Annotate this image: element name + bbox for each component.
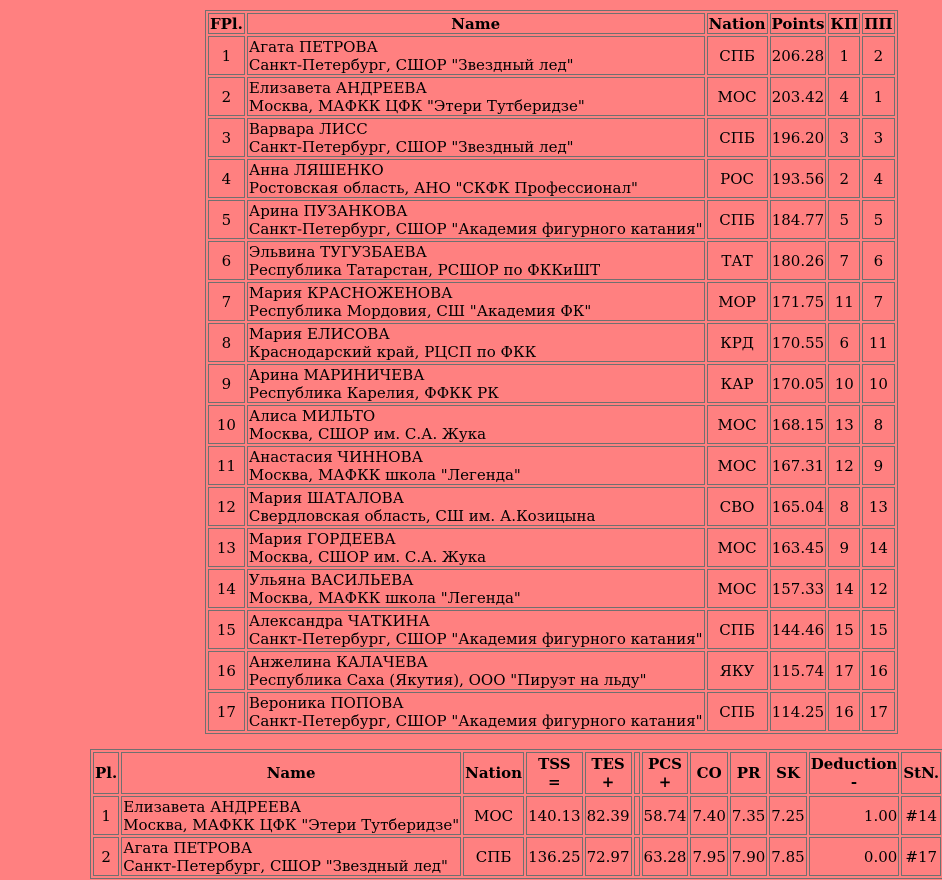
nation-cell: СПБ	[707, 610, 768, 649]
sp-place-cell: 1	[828, 36, 860, 75]
table-row	[208, 569, 895, 608]
nation-cell: МОС	[707, 405, 768, 444]
athlete-cell	[247, 569, 705, 608]
seg-header-deduction-label: Deduction	[810, 755, 898, 773]
athlete-cell	[247, 692, 705, 731]
athlete-cell	[247, 323, 705, 362]
segment-header-row	[93, 752, 941, 794]
points-cell: 196.20	[770, 118, 827, 157]
athlete-name: Мария ЕЛИСОВА	[248, 324, 390, 343]
place-cell: 2	[208, 77, 245, 116]
sp-place-cell: 3	[828, 118, 860, 157]
points-cell: 170.55	[770, 323, 827, 362]
table-row	[208, 282, 895, 321]
points-cell: 144.46	[770, 610, 827, 649]
pcs-cell: 58.74	[642, 796, 689, 835]
points-cell: 168.15	[770, 405, 827, 444]
seg-header-tes	[585, 752, 632, 794]
place-cell: 4	[208, 159, 245, 198]
athlete-cell	[247, 282, 705, 321]
gap-cell	[634, 837, 640, 876]
athlete-name: Анастасия ЧИННОВА	[248, 447, 423, 466]
co-cell: 7.95	[690, 837, 727, 876]
sp-place-cell: 5	[828, 200, 860, 239]
deduction-cell: 0.00	[809, 837, 900, 876]
tes-cell: 72.97	[585, 837, 632, 876]
nation-cell: СПБ	[463, 837, 524, 876]
table-row	[208, 528, 895, 567]
athlete-club: Свердловская область, СШ им. А.Козицына	[248, 506, 596, 525]
athlete-name: Ульяна ВАСИЛЬЕВА	[248, 570, 414, 589]
fs-place-cell: 1	[862, 77, 894, 116]
seg-header-name: Name	[121, 752, 461, 794]
athlete-club: Санкт-Петербург, СШОР "Академия фигурного катания"	[248, 219, 703, 238]
pr-cell: 7.90	[730, 837, 767, 876]
table-row	[208, 487, 895, 526]
gap-cell	[634, 796, 640, 835]
nation-cell: СВО	[707, 487, 768, 526]
segment-results-body	[93, 796, 941, 876]
place-cell: 10	[208, 405, 245, 444]
points-cell: 167.31	[770, 446, 827, 485]
sp-place-cell: 17	[828, 651, 860, 690]
athlete-cell	[247, 487, 705, 526]
athlete-name: Варвара ЛИСС	[248, 119, 368, 138]
athlete-club: Москва, МАФКК ЦФК "Этери Тутберидзе"	[123, 815, 460, 834]
fs-place-cell: 2	[862, 36, 894, 75]
place-cell: 16	[208, 651, 245, 690]
nation-cell: СПБ	[707, 36, 768, 75]
table-row	[208, 36, 895, 75]
fs-place-cell: 13	[862, 487, 894, 526]
deduction-cell: 1.00	[809, 796, 900, 835]
points-cell: 184.77	[770, 200, 827, 239]
table-row	[208, 651, 895, 690]
athlete-name: Мария ГОРДЕЕВА	[248, 529, 396, 548]
table-row	[208, 405, 895, 444]
athlete-cell	[247, 77, 705, 116]
athlete-club: Санкт-Петербург, СШОР "Звездный лед"	[248, 137, 574, 156]
place-cell: 1	[208, 36, 245, 75]
seg-header-pcs-label: PCS	[647, 755, 683, 773]
athlete-name: Александра ЧАТКИНА	[248, 611, 430, 630]
fs-place-cell: 17	[862, 692, 894, 731]
athlete-cell	[247, 159, 705, 198]
points-cell: 193.56	[770, 159, 827, 198]
sp-place-cell: 6	[828, 323, 860, 362]
table-row	[208, 446, 895, 485]
place-cell: 8	[208, 323, 245, 362]
sp-place-cell: 12	[828, 446, 860, 485]
place-cell: 9	[208, 364, 245, 403]
points-cell: 203.42	[770, 77, 827, 116]
points-cell: 165.04	[770, 487, 827, 526]
sp-place-cell: 15	[828, 610, 860, 649]
tes-cell: 82.39	[585, 796, 632, 835]
fs-place-cell: 8	[862, 405, 894, 444]
sp-place-cell: 2	[828, 159, 860, 198]
points-cell: 114.25	[770, 692, 827, 731]
header-nation: Nation	[708, 14, 766, 33]
sp-place-cell: 10	[828, 364, 860, 403]
final-results-table	[205, 10, 898, 734]
athlete-cell	[247, 446, 705, 485]
athlete-cell	[247, 364, 705, 403]
table-row	[93, 796, 941, 835]
table-row	[208, 323, 895, 362]
sp-place-cell: 16	[828, 692, 860, 731]
athlete-cell	[247, 651, 705, 690]
athlete-club: Москва, МАФКК школа "Легенда"	[248, 465, 521, 484]
nation-cell: МОС	[707, 446, 768, 485]
seg-header-deduction-sign: -	[850, 773, 858, 791]
athlete-club: Республика Мордовия, СШ "Академия ФК"	[248, 301, 592, 320]
athlete-name: Агата ПЕТРОВА	[123, 838, 253, 857]
start-no-cell: #14	[901, 796, 941, 835]
points-cell: 206.28	[770, 36, 827, 75]
points-cell: 115.74	[770, 651, 827, 690]
athlete-name: Арина МАРИНИЧЕВА	[248, 365, 425, 384]
fs-place-cell: 3	[862, 118, 894, 157]
place-cell: 1	[93, 796, 119, 835]
nation-cell: МОС	[707, 77, 768, 116]
athlete-cell	[121, 837, 461, 876]
seg-header-tss-sign: =	[548, 773, 561, 791]
pr-cell: 7.35	[730, 796, 767, 835]
athlete-name: Елизавета АНДРЕЕВА	[248, 78, 427, 97]
nation-cell: ЯКУ	[707, 651, 768, 690]
seg-header-start-no: StN.	[901, 752, 941, 794]
place-cell: 6	[208, 241, 245, 280]
athlete-club: Республика Татарстан, РСШОР по ФККиШТ	[248, 260, 601, 279]
segment-results-table	[90, 749, 942, 879]
tss-cell: 136.25	[526, 837, 583, 876]
athlete-cell	[247, 528, 705, 567]
fs-place-cell: 12	[862, 569, 894, 608]
points-cell: 171.75	[770, 282, 827, 321]
seg-header-tes-label: TES	[591, 755, 625, 773]
place-cell: 17	[208, 692, 245, 731]
athlete-name: Арина ПУЗАНКОВА	[248, 201, 408, 220]
place-cell: 11	[208, 446, 245, 485]
athlete-club: Москва, МАФКК школа "Легенда"	[248, 588, 521, 607]
athlete-name: Мария КРАСНОЖЕНОВА	[248, 283, 453, 302]
sp-place-cell: 14	[828, 569, 860, 608]
athlete-cell	[247, 118, 705, 157]
athlete-club: Ростовская область, АНО "СКФК Профессионал"	[248, 178, 638, 197]
place-cell: 13	[208, 528, 245, 567]
athlete-club: Москва, МАФКК ЦФК "Этери Тутберидзе"	[248, 96, 585, 115]
athlete-name: Анна ЛЯШЕНКО	[248, 160, 384, 179]
table-row	[208, 610, 895, 649]
final-header-row	[208, 13, 895, 34]
place-cell: 12	[208, 487, 245, 526]
nation-cell: СПБ	[707, 118, 768, 157]
athlete-club: Санкт-Петербург, СШОР "Академия фигурного катания"	[248, 629, 703, 648]
fs-place-cell: 14	[862, 528, 894, 567]
header-fs: ПП	[864, 14, 893, 33]
fs-place-cell: 10	[862, 364, 894, 403]
points-cell: 170.05	[770, 364, 827, 403]
points-cell: 163.45	[770, 528, 827, 567]
fs-place-cell: 16	[862, 651, 894, 690]
table-row	[208, 241, 895, 280]
seg-header-sk: SK	[769, 752, 806, 794]
sp-place-cell: 4	[828, 77, 860, 116]
athlete-cell	[247, 200, 705, 239]
nation-cell: СПБ	[707, 692, 768, 731]
place-cell: 15	[208, 610, 245, 649]
co-cell: 7.40	[690, 796, 727, 835]
seg-header-tss	[526, 752, 583, 794]
athlete-name: Елизавета АНДРЕЕВА	[123, 797, 302, 816]
nation-cell: КАР	[707, 364, 768, 403]
athlete-club: Санкт-Петербург, СШОР "Звездный лед"	[123, 856, 448, 875]
place-cell: 3	[208, 118, 245, 157]
athlete-name: Анжелина КАЛАЧЕВА	[248, 652, 428, 671]
seg-header-tss-label: TSS	[538, 755, 571, 773]
athlete-club: Санкт-Петербург, СШОР "Звездный лед"	[248, 55, 574, 74]
fs-place-cell: 9	[862, 446, 894, 485]
seg-header-pcs-sign: +	[658, 773, 672, 791]
fs-place-cell: 5	[862, 200, 894, 239]
pcs-cell: 63.28	[642, 837, 689, 876]
athlete-name: Вероника ПОПОВА	[248, 693, 404, 712]
start-no-cell: #17	[901, 837, 941, 876]
points-cell: 157.33	[770, 569, 827, 608]
table-row	[208, 364, 895, 403]
athlete-club: Краснодарский край, РЦСП по ФКК	[248, 342, 537, 361]
athlete-club: Республика Саха (Якутия), ООО "Пируэт на льду"	[248, 670, 647, 689]
nation-cell: ТАТ	[707, 241, 768, 280]
athlete-name: Агата ПЕТРОВА	[248, 37, 378, 56]
header-points: Points	[771, 14, 825, 33]
sk-cell: 7.85	[769, 837, 806, 876]
table-row	[208, 77, 895, 116]
nation-cell: МОР	[707, 282, 768, 321]
athlete-cell	[247, 36, 705, 75]
table-row	[93, 837, 941, 876]
points-cell: 180.26	[770, 241, 827, 280]
fs-place-cell: 15	[862, 610, 894, 649]
seg-header-pcs	[642, 752, 689, 794]
place-cell: 5	[208, 200, 245, 239]
athlete-name: Эльвина ТУГУЗБАЕВА	[248, 242, 427, 261]
fs-place-cell: 6	[862, 241, 894, 280]
nation-cell: КРД	[707, 323, 768, 362]
table-row	[208, 118, 895, 157]
nation-cell: МОС	[707, 528, 768, 567]
nation-cell: МОС	[707, 569, 768, 608]
athlete-name: Алиса МИЛЬТО	[248, 406, 376, 425]
sp-place-cell: 13	[828, 405, 860, 444]
athlete-cell	[247, 405, 705, 444]
table-row	[208, 159, 895, 198]
final-results-body	[208, 36, 895, 731]
place-cell: 7	[208, 282, 245, 321]
table-row	[208, 692, 895, 731]
seg-header-deduction	[809, 752, 900, 794]
athlete-club: Санкт-Петербург, СШОР "Академия фигурного катания"	[248, 711, 703, 730]
seg-header-pr: PR	[730, 752, 767, 794]
sp-place-cell: 11	[828, 282, 860, 321]
seg-header-gap	[634, 752, 640, 794]
athlete-name: Мария ШАТАЛОВА	[248, 488, 405, 507]
header-sp: КП	[830, 14, 859, 33]
tss-cell: 140.13	[526, 796, 583, 835]
nation-cell: РОС	[707, 159, 768, 198]
athlete-cell	[247, 610, 705, 649]
seg-header-co: CO	[690, 752, 727, 794]
sp-place-cell: 8	[828, 487, 860, 526]
fs-place-cell: 11	[862, 323, 894, 362]
seg-header-tes-sign: +	[601, 773, 615, 791]
sp-place-cell: 7	[828, 241, 860, 280]
athlete-club: Москва, СШОР им. С.А. Жука	[248, 424, 487, 443]
nation-cell: СПБ	[707, 200, 768, 239]
header-name: Name	[247, 13, 705, 34]
athlete-cell	[247, 241, 705, 280]
seg-header-nation: Nation	[463, 752, 524, 794]
nation-cell: МОС	[463, 796, 524, 835]
sk-cell: 7.25	[769, 796, 806, 835]
athlete-club: Москва, СШОР им. С.А. Жука	[248, 547, 487, 566]
sp-place-cell: 9	[828, 528, 860, 567]
fs-place-cell: 4	[862, 159, 894, 198]
header-place: FPl.	[210, 14, 243, 33]
table-row	[208, 200, 895, 239]
athlete-cell	[121, 796, 461, 835]
seg-header-place: Pl.	[93, 752, 119, 794]
place-cell: 14	[208, 569, 245, 608]
place-cell: 2	[93, 837, 119, 876]
athlete-club: Республика Карелия, ФФКК РК	[248, 383, 499, 402]
fs-place-cell: 7	[862, 282, 894, 321]
